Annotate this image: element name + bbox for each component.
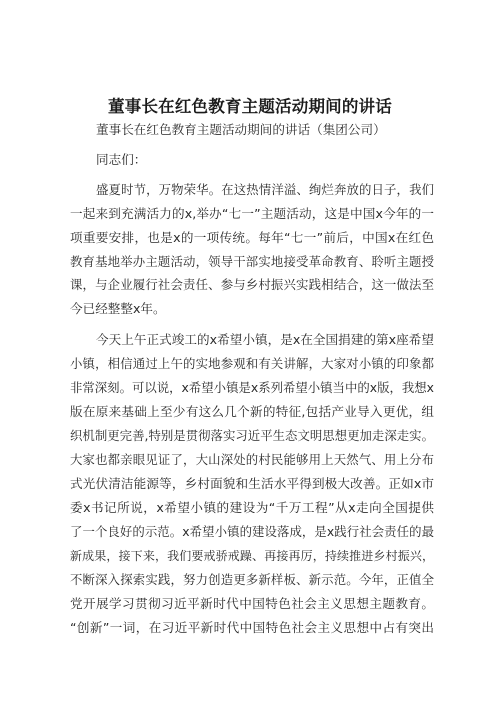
paragraph-2-line-5: 织机制更完善,特别是贯彻落实习近平生态文明思想更加走深走实。 [70,428,434,443]
paragraph-2-line-9: 了一个良好的示范。x希望小镇的建设落成，是x践行社会责任的最 [70,524,434,539]
paragraph-2-line-7: 式光伏清洁能源等，乡村面貌和生活水平得到极大改善。正如x市 [70,476,434,491]
paragraph-2-line-8: 委x书记所说，x希望小镇的建设为“千万工程”从x走向全国提供 [70,500,434,515]
paragraph-2-line-13: “创新”一词，在习近平新时代中国特色社会主义思想中占有突出 [70,620,434,635]
paragraph-2-line-4: 版在原来基础上至少有这么几个新的特征,包括产业导入更优，组 [70,404,434,419]
paragraph-1-line-1: 盛夏时节，万物荣华。在这热情洋溢、绚烂奔放的日子，我们 [96,182,434,197]
paragraph-1-line-4: 教育基地举办主题活动，领导干部实地接受革命教育、聆听主题授 [70,254,434,269]
paragraph-1-line-2: 一起来到充满活力的x,举办“七一”主题活动，这是中国x今年的一 [70,206,434,221]
subtitle-line: 董事长在红色教育主题活动期间的讲话（集团公司） [96,122,386,137]
document-title: 董事长在红色教育主题活动期间的讲话 [108,97,392,116]
paragraph-2-line-6: 大家也都亲眼见证了，大山深处的村民能够用上天然气、用上分布 [70,452,434,467]
paragraph-2-line-3: 非常深刻。可以说，x希望小镇是x系列希望小镇当中的x版，我想x [70,380,434,395]
paragraph-2-line-10: 新成果，接下来，我们要戒骄戒躁、再接再厉，持续推进乡村振兴， [70,549,434,563]
paragraph-1-line-3: 项重要安排，也是x的一项传统。每年“七一”前后，中国x在红色 [70,230,434,245]
paragraph-2-line-1: 今天上午正式竣工的x希望小镇，是x在全国捐建的第x座希望 [96,332,434,347]
paragraph-1-line-5: 课，与企业履行社会责任、参与乡村振兴实践相结合，这一做法至 [70,277,434,292]
paragraph-2-line-12: 党开展学习贯彻习近平新时代中国特色社会主义思想主题教育。 [70,596,434,611]
salutation-line: 同志们： [96,152,147,167]
paragraph-2-line-2: 小镇，相信通过上午的实地参观和有关讲解，大家对小镇的印象都 [70,356,434,371]
paragraph-1-line-6: 今已经整整x年。 [70,301,166,316]
paragraph-2-line-11: 不断深入探索实践，努力创造更多新样板、新示范。今年，正值全 [70,572,434,587]
